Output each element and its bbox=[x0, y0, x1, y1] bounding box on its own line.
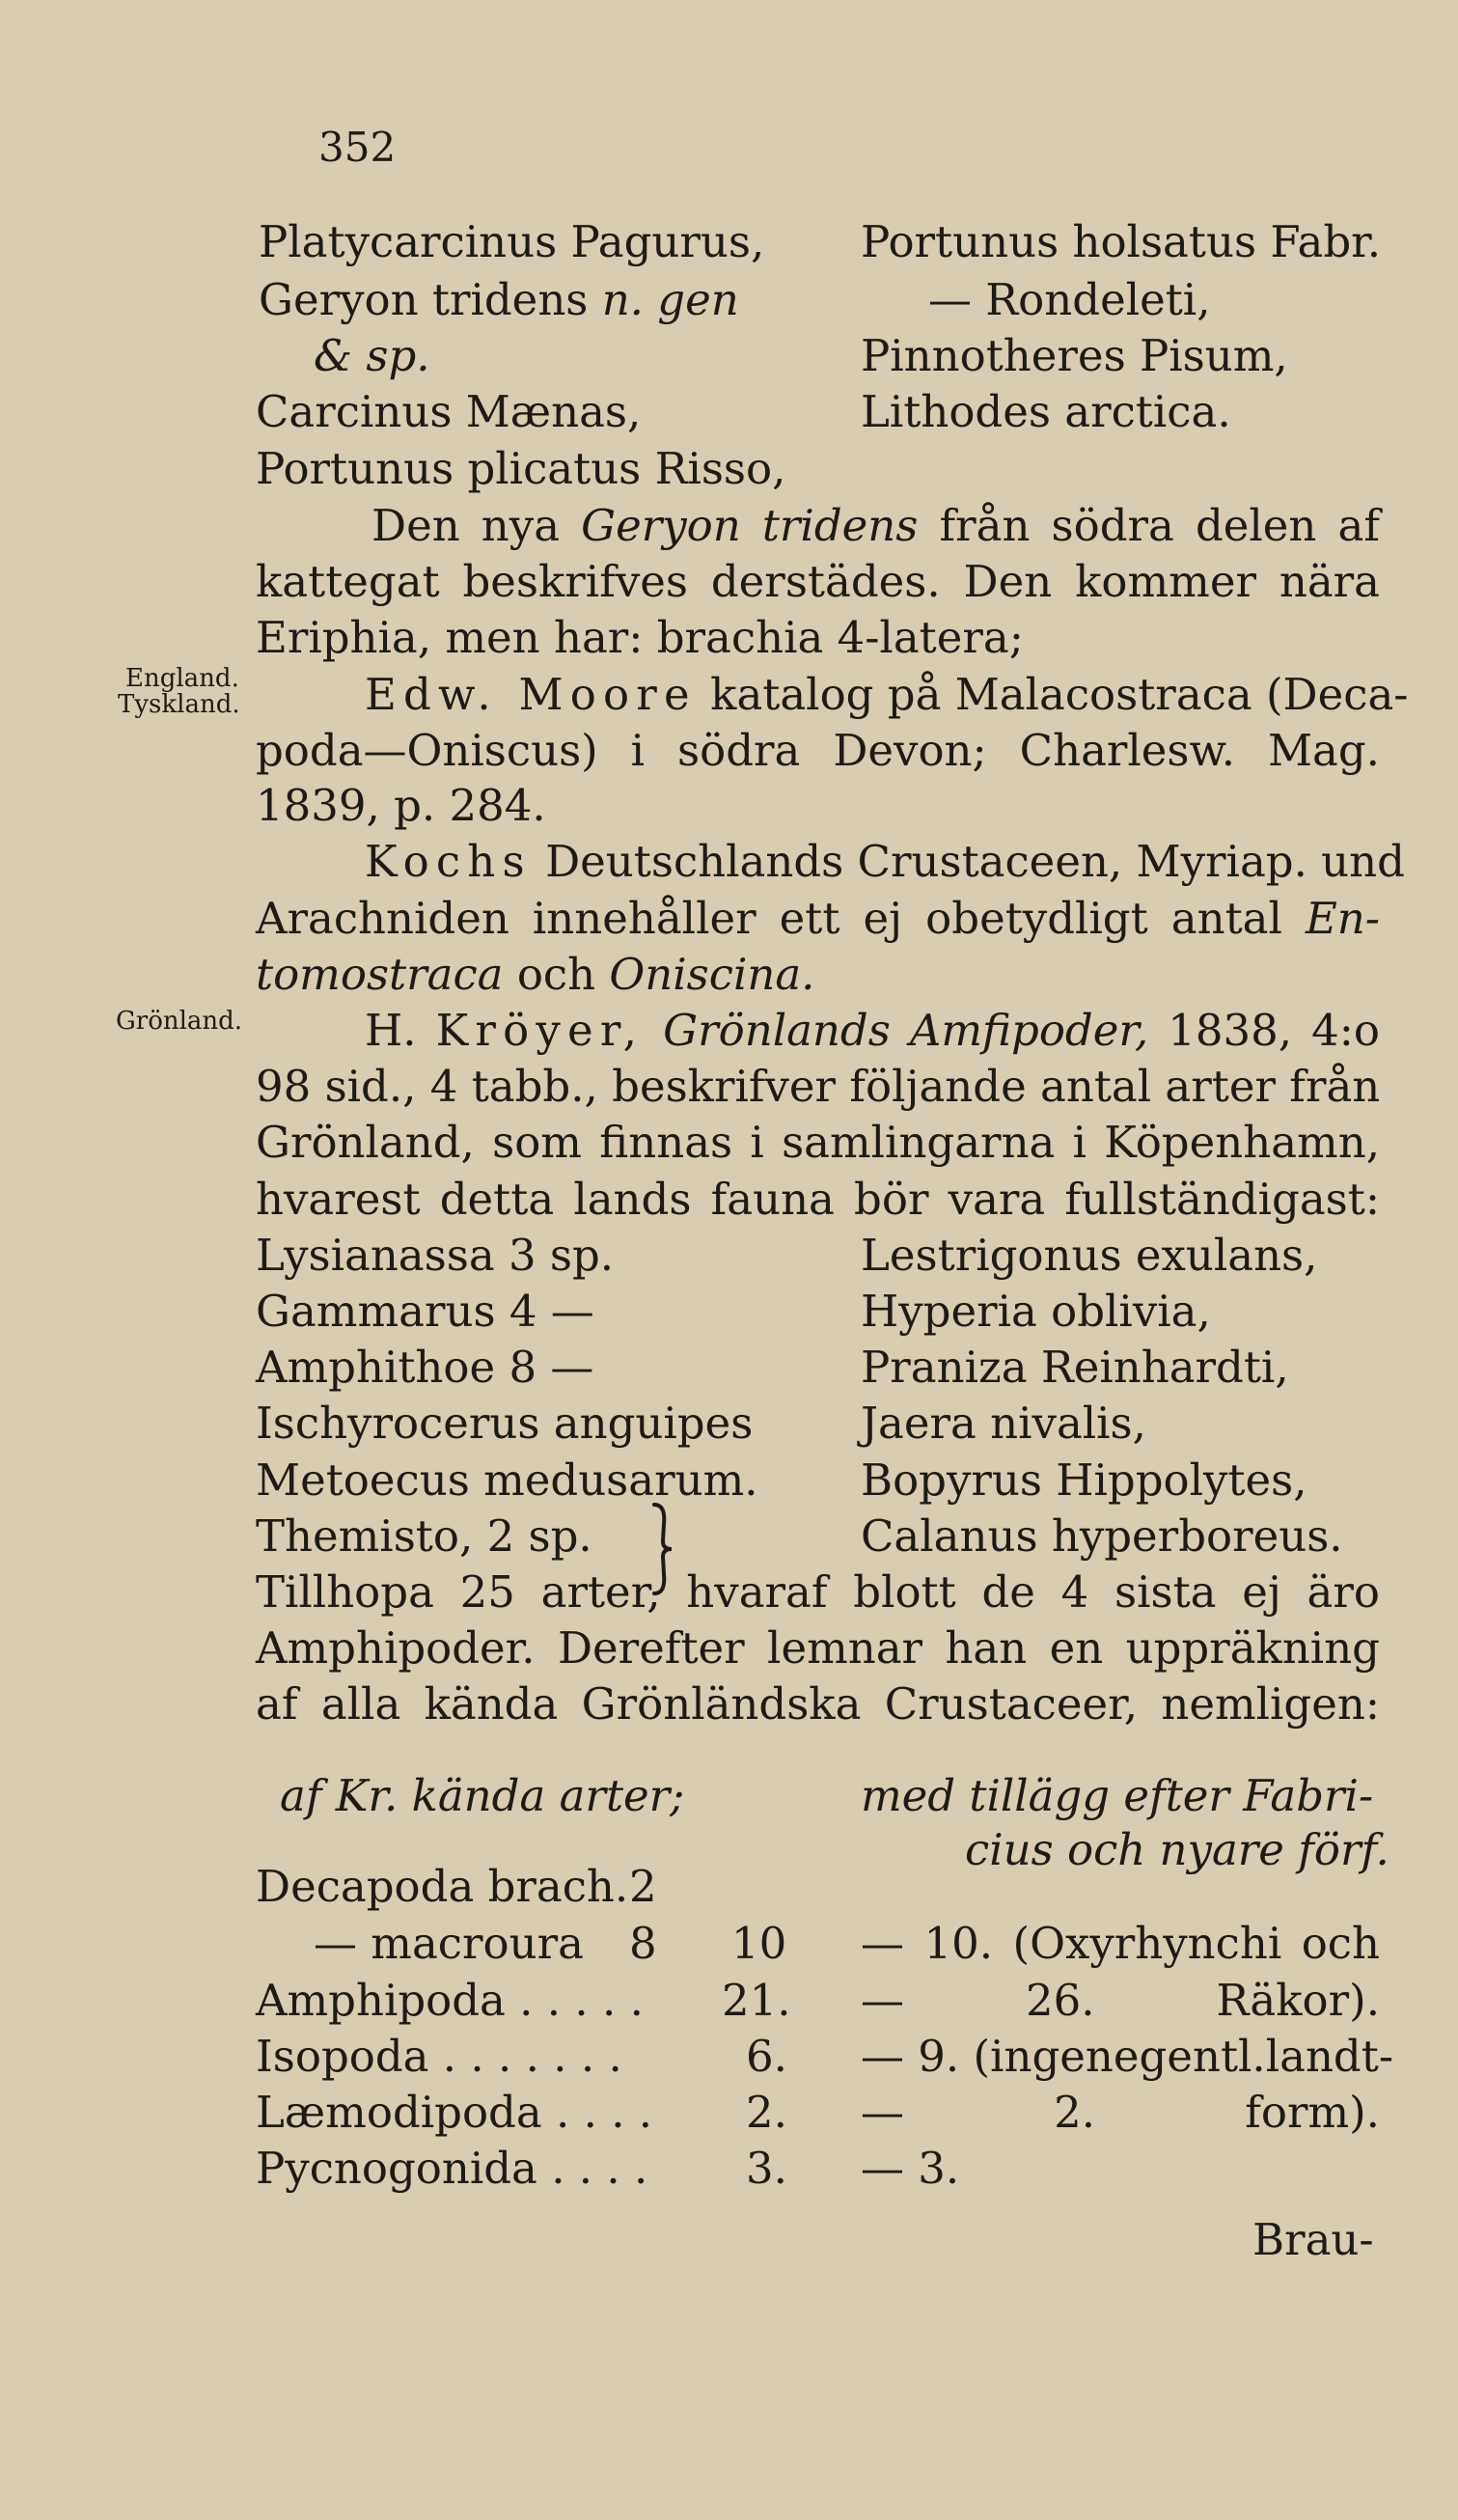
species2-right-5: Bopyrus Hippolytes, bbox=[861, 1454, 1307, 1506]
table-row-3-right: — 26. Räkor). bbox=[861, 1975, 1380, 2026]
table-row-5-right: — 2. form). bbox=[861, 2087, 1380, 2138]
para2-line1: Edw. Moore katalog på Malacostraca (Deca- bbox=[365, 669, 1409, 720]
para3-line1: Kochs Deutschlands Crustaceen, Myriap. und bbox=[365, 836, 1405, 887]
para5-line2: Amphipoder. Derefter lemnar han en uppräkning bbox=[256, 1622, 1380, 1674]
species-left-1: Platycarcinus Pagurus, bbox=[259, 216, 765, 267]
table-row-1-n: 2 bbox=[629, 1861, 657, 1912]
species-left-4: Carcinus Mænas, bbox=[256, 386, 642, 437]
table-row-2-label: — macroura bbox=[314, 1918, 584, 1969]
para3-line2: Arachniden innehåller ett ej obetydligt antal En- bbox=[256, 893, 1380, 944]
margin-note-gronland: Grönland. bbox=[116, 1007, 243, 1036]
table-row-6-label: Pycnogonida . . . . bbox=[256, 2143, 648, 2194]
table-row-3-label: Amphipoda . . . . . bbox=[256, 1975, 644, 2026]
table-row-2-total: 10 bbox=[731, 1918, 787, 1969]
table-row-5-label: Læmodipoda . . . . bbox=[256, 2087, 653, 2138]
page-number: 352 bbox=[318, 124, 397, 171]
para4-line4: hvarest detta lands fauna bör vara fullständigast: bbox=[256, 1174, 1380, 1225]
para4-line3: Grönland, som finnas i samlingarna i Köpenhamn, bbox=[256, 1117, 1380, 1168]
para1-line3: Eriphia, men har: brachia 4-latera; bbox=[256, 612, 1024, 663]
table-row-6-total: 3. bbox=[746, 2143, 787, 2194]
table-row-4-label: Isopoda . . . . . . . bbox=[256, 2031, 622, 2082]
species2-left-2: Gammarus 4 — bbox=[256, 1286, 594, 1337]
species2-right-2: Hyperia oblivia, bbox=[861, 1286, 1211, 1337]
para1-line1: Den nya Geryon tridens från södra delen af bbox=[371, 500, 1380, 551]
species2-left-5: Metoecus medusarum. bbox=[256, 1454, 758, 1506]
margin-note-tyskland: Tyskland. bbox=[118, 690, 240, 719]
species-right-2: — Rondeleti, bbox=[928, 274, 1211, 325]
species2-right-4: Jaera nivalis, bbox=[861, 1398, 1146, 1449]
table-row-2-right: — 10. (Oxyrhynchi och bbox=[861, 1918, 1380, 1969]
table-row-5-total: 2. bbox=[746, 2087, 787, 2138]
species2-right-1: Lestrigonus exulans, bbox=[861, 1230, 1318, 1281]
species2-left-3: Amphithoe 8 — bbox=[256, 1342, 594, 1393]
para2-line3: 1839, p. 284. bbox=[256, 780, 546, 831]
species2-left-1: Lysianassa 3 sp. bbox=[256, 1230, 615, 1281]
species-right-4: Lithodes arctica. bbox=[861, 386, 1231, 437]
para5-line1: Tillhopa 25 arter, hvaraf blott de 4 sista ej äro bbox=[256, 1566, 1380, 1618]
species2-right-3: Praniza Reinhardti, bbox=[861, 1342, 1289, 1393]
table-row-1-label: Decapoda brach. bbox=[256, 1861, 629, 1912]
table-head-right-2: cius och nyare förf. bbox=[965, 1824, 1389, 1875]
curly-brace-icon bbox=[648, 1501, 677, 1597]
species2-left-4: Ischyrocerus anguipes bbox=[256, 1398, 754, 1449]
para4-line2: 98 sid., 4 tabb., beskrifver följande antal arter från bbox=[256, 1061, 1381, 1112]
para3-line3: tomostraca och Oniscina. bbox=[256, 949, 815, 1000]
table-row-4-total: 6. bbox=[746, 2031, 787, 2082]
table-head-right-1: med tillägg efter Fabri- bbox=[861, 1770, 1374, 1821]
table-head-left: af Kr. kända arter; bbox=[280, 1770, 685, 1821]
margin-note-england: England. bbox=[125, 664, 239, 693]
para5-line3: af alla kända Grönländska Crustaceer, nemligen: bbox=[256, 1678, 1380, 1730]
table-row-4-right: — 9. (ingenegentl.landt- bbox=[861, 2031, 1394, 2082]
species-right-1: Portunus holsatus Fabr. bbox=[861, 216, 1382, 267]
para1-line2: kattegat beskrifves derstädes. Den kommer nära bbox=[256, 556, 1380, 607]
table-row-3-total: 21. bbox=[722, 1975, 791, 2026]
para4-line1: H. Kröyer, Grönlands Amfipoder, 1838, 4:o bbox=[365, 1005, 1380, 1056]
species2-right-6: Calanus hyperboreus. bbox=[861, 1510, 1343, 1562]
species-right-3: Pinnotheres Pisum, bbox=[861, 330, 1288, 381]
species-left-5: Portunus plicatus Risso, bbox=[256, 443, 786, 494]
table-row-2-n: 8 bbox=[629, 1918, 657, 1969]
table-row-6-right: — 3. bbox=[861, 2143, 960, 2194]
species-left-3: & sp. bbox=[314, 330, 430, 381]
catchword: Brau- bbox=[1252, 2214, 1374, 2265]
para2-line2: poda—Oniscus) i södra Devon; Charlesw. Mag. bbox=[256, 725, 1380, 776]
species-left-2: Geryon tridens n. gen bbox=[259, 274, 739, 325]
species2-left-6: Themisto, 2 sp. bbox=[256, 1510, 592, 1562]
